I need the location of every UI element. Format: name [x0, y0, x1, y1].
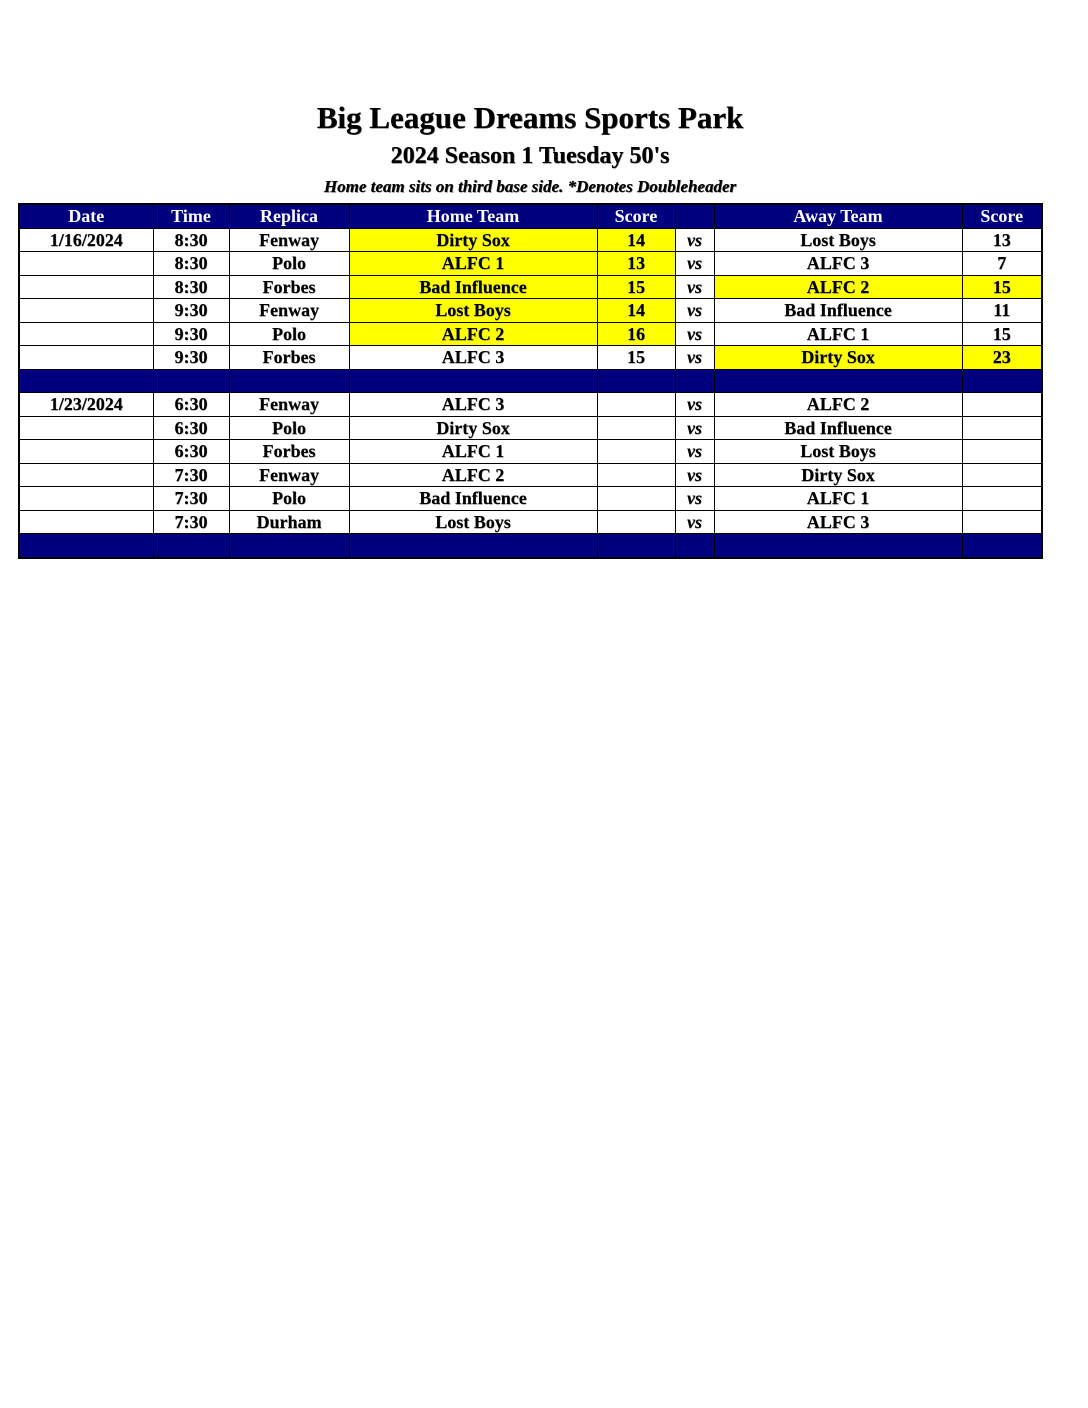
away-team-cell: Dirty Sox	[714, 463, 962, 487]
replica-field-cell: Durham	[229, 510, 349, 534]
vs-cell: vs	[675, 416, 714, 440]
away-team-cell: ALFC 3	[714, 510, 962, 534]
home-score-cell: 14	[597, 299, 675, 323]
replica-field-cell: Fenway	[229, 463, 349, 487]
separator-cell	[229, 534, 349, 558]
away-score-cell: 7	[962, 252, 1042, 276]
separator-cell	[19, 369, 153, 393]
away-score-cell: 15	[962, 275, 1042, 299]
col-header-home-score: Score	[597, 204, 675, 228]
game-time-cell: 6:30	[153, 393, 229, 417]
away-team-cell: ALFC 1	[714, 487, 962, 511]
away-score-cell	[962, 487, 1042, 511]
table-row	[19, 510, 1042, 534]
away-score-cell	[962, 416, 1042, 440]
replica-field-cell: Forbes	[229, 346, 349, 370]
col-header-date: Date	[19, 204, 153, 228]
replica-field-cell: Forbes	[229, 275, 349, 299]
game-time-cell: 9:30	[153, 322, 229, 346]
away-score-cell	[962, 440, 1042, 464]
separator-cell	[597, 369, 675, 393]
vs-cell: vs	[675, 463, 714, 487]
schedule-note: Home team sits on third base side. *Denotes Doubleheader	[323, 177, 737, 196]
game-time-cell: 7:30	[153, 510, 229, 534]
col-header-away-score: Score	[962, 204, 1042, 228]
vs-cell: vs	[675, 228, 714, 252]
game-date-cell	[19, 463, 153, 487]
separator-cell	[19, 534, 153, 558]
schedule-body	[19, 228, 1042, 558]
vs-cell: vs	[675, 299, 714, 323]
table-row	[19, 346, 1042, 370]
game-time-cell: 8:30	[153, 275, 229, 299]
away-team-cell: ALFC 2	[714, 393, 962, 417]
game-time-cell: 6:30	[153, 440, 229, 464]
col-header-time: Time	[153, 204, 229, 228]
table-row	[19, 487, 1042, 511]
home-team-cell: Bad Influence	[349, 487, 597, 511]
col-header-vs	[675, 204, 714, 228]
home-team-cell: Bad Influence	[349, 275, 597, 299]
separator-cell	[349, 534, 597, 558]
away-team-cell: ALFC 3	[714, 252, 962, 276]
replica-field-cell: Polo	[229, 416, 349, 440]
table-row	[19, 393, 1042, 417]
replica-field-cell: Fenway	[229, 228, 349, 252]
table-row	[19, 322, 1042, 346]
home-score-cell: 15	[597, 346, 675, 370]
home-score-cell	[597, 463, 675, 487]
home-team-cell: ALFC 1	[349, 252, 597, 276]
col-header-away-team: Away Team	[714, 204, 962, 228]
home-team-cell: Dirty Sox	[349, 228, 597, 252]
home-score-cell: 13	[597, 252, 675, 276]
vs-cell: vs	[675, 275, 714, 299]
away-team-cell: ALFC 2	[714, 275, 962, 299]
away-score-cell: 15	[962, 322, 1042, 346]
vs-cell: vs	[675, 393, 714, 417]
game-date-cell: 1/16/2024	[19, 228, 153, 252]
home-team-cell: Dirty Sox	[349, 416, 597, 440]
table-row	[19, 275, 1042, 299]
home-team-cell: ALFC 3	[349, 393, 597, 417]
away-team-cell: Lost Boys	[714, 440, 962, 464]
home-score-cell: 14	[597, 228, 675, 252]
game-time-cell: 6:30	[153, 416, 229, 440]
home-score-cell	[597, 487, 675, 511]
separator-cell	[714, 369, 962, 393]
week-separator-row	[19, 534, 1042, 558]
replica-field-cell: Polo	[229, 487, 349, 511]
home-team-cell: ALFC 3	[349, 346, 597, 370]
game-date-cell	[19, 440, 153, 464]
page-title: Big League Dreams Sports Park	[316, 100, 744, 135]
vs-cell: vs	[675, 440, 714, 464]
separator-cell	[675, 369, 714, 393]
vs-cell: vs	[675, 510, 714, 534]
away-score-cell	[962, 510, 1042, 534]
game-time-cell: 7:30	[153, 487, 229, 511]
page-subtitle: 2024 Season 1 Tuesday 50's	[390, 143, 670, 169]
schedule-table	[18, 203, 1043, 559]
away-score-cell	[962, 393, 1042, 417]
table-row	[19, 463, 1042, 487]
home-score-cell: 16	[597, 322, 675, 346]
separator-cell	[153, 369, 229, 393]
separator-cell	[962, 534, 1042, 558]
col-header-home-team: Home Team	[349, 204, 597, 228]
home-score-cell	[597, 416, 675, 440]
vs-cell: vs	[675, 322, 714, 346]
home-team-cell: ALFC 1	[349, 440, 597, 464]
week-separator-row	[19, 369, 1042, 393]
replica-field-cell: Fenway	[229, 299, 349, 323]
separator-cell	[597, 534, 675, 558]
away-score-cell: 11	[962, 299, 1042, 323]
home-team-cell: ALFC 2	[349, 322, 597, 346]
separator-cell	[349, 369, 597, 393]
table-row	[19, 299, 1042, 323]
replica-field-cell: Forbes	[229, 440, 349, 464]
game-time-cell: 7:30	[153, 463, 229, 487]
away-score-cell: 23	[962, 346, 1042, 370]
game-date-cell	[19, 299, 153, 323]
game-time-cell: 8:30	[153, 228, 229, 252]
game-date-cell: 1/23/2024	[19, 393, 153, 417]
table-row	[19, 416, 1042, 440]
game-date-cell	[19, 416, 153, 440]
away-team-cell: Dirty Sox	[714, 346, 962, 370]
game-time-cell: 9:30	[153, 299, 229, 323]
home-score-cell: 15	[597, 275, 675, 299]
separator-cell	[714, 534, 962, 558]
game-time-cell: 8:30	[153, 252, 229, 276]
vs-cell: vs	[675, 252, 714, 276]
away-score-cell	[962, 463, 1042, 487]
game-date-cell	[19, 275, 153, 299]
away-team-cell: Bad Influence	[714, 416, 962, 440]
table-row	[19, 440, 1042, 464]
away-team-cell: Bad Influence	[714, 299, 962, 323]
home-score-cell	[597, 510, 675, 534]
replica-field-cell: Polo	[229, 322, 349, 346]
separator-cell	[962, 369, 1042, 393]
game-date-cell	[19, 487, 153, 511]
game-date-cell	[19, 322, 153, 346]
replica-field-cell: Polo	[229, 252, 349, 276]
vs-cell: vs	[675, 487, 714, 511]
game-date-cell	[19, 510, 153, 534]
game-time-cell: 9:30	[153, 346, 229, 370]
home-score-cell	[597, 393, 675, 417]
home-team-cell: Lost Boys	[349, 299, 597, 323]
separator-cell	[229, 369, 349, 393]
game-date-cell	[19, 252, 153, 276]
vs-cell: vs	[675, 346, 714, 370]
home-score-cell	[597, 440, 675, 464]
away-team-cell: Lost Boys	[714, 228, 962, 252]
game-date-cell	[19, 346, 153, 370]
home-team-cell: ALFC 2	[349, 463, 597, 487]
home-team-cell: Lost Boys	[349, 510, 597, 534]
replica-field-cell: Fenway	[229, 393, 349, 417]
table-row	[19, 228, 1042, 252]
table-header-row	[19, 204, 1042, 228]
separator-cell	[153, 534, 229, 558]
away-team-cell: ALFC 1	[714, 322, 962, 346]
away-score-cell: 13	[962, 228, 1042, 252]
table-row	[19, 252, 1042, 276]
separator-cell	[675, 534, 714, 558]
col-header-replica: Replica	[229, 204, 349, 228]
